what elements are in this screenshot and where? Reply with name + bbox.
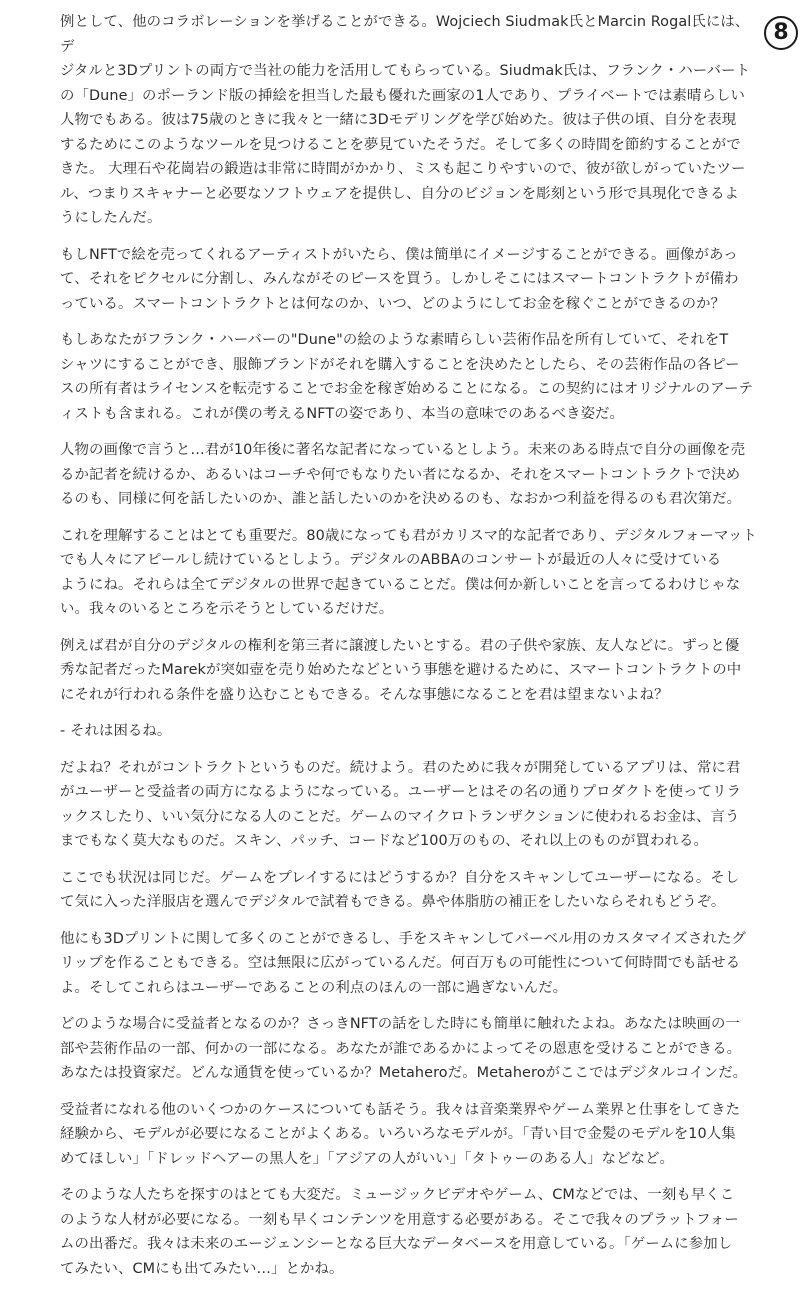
paragraph: 受益者になれる他のいくつかのケースについても話そう。我々は音楽業界やゲーム業界と仕事をしてきた 経験から、モデルが必要になることがよくある。いろいろなモデルが。「青い目で金髪のモデルを10人集 めてほしい」「ドレッドヘアーの黒人を」「アジアの人がいい」「タトゥーのある人」などなど。 (60, 1101, 741, 1167)
dialogue-line: - それは困るね。 (60, 723, 172, 739)
paragraph: もしNFTで絵を売ってくれるアーティストがいたら、僕は簡単にイメージすることができる。画像があっ て、それをピクセルに分割し、みんながそのピースを買う。しかしそこにはスマートコントラクトが備わ っている。スマートコントラクトとは何なのか、いつ、どのようにしてお金を稼ぐことができるのか？ (60, 246, 739, 312)
paragraph: 人物の画像で言うと…君が10年後に著名な記者になっているとしよう。未来のある時点で自分の画像を売 るか記者を続けるか、あるいはコーチや何でもなりたい者になるか、それをスマートコントラクトで決め るのも、同様に何を話したいのか、誰と話したいのかを決めるのも、なおかつ利益を得るのも君次第だ。 (60, 442, 746, 507)
paragraph: 例として、他のコラボレーションを挙げることができる。Wojciech Siudmak氏とMarcin Rogal氏には、デ ジタルと3Dプリントの両方で当社の能力を活用してもらっている。Siudmak氏は、フランク・ハーバート の「Dune」のポーランド版の挿絵を担当した最も優れた画家の1人であり、プライベートでは素晴らしい 人物でもある。彼は75歳のときに我々と一緒に3Dモデリングを学び始めた。彼は子供の頃、自分を表現 するためにこのようなツールを見つけることを夢見ていたそうだ。そして多くの時間を節約することがで きた。 大理石や花崗岩の鍛造は非常に時間がかかり、ミスも起こりやすいので、彼が欲しがっていたツー ル、つまりスキャナーと必要なソフトウェアを提供し、自分のビジョンを彫刻という形で具現化できるよ うにしたんだ。 (60, 14, 751, 226)
paragraph: そのような人たちを探すのはとても大変だ。ミュージックビデオやゲーム、CMなどでは、一刻も早くこ のような人材が必要になる。一刻も早くコンテンツを用意する必要がある。そこで我々のプラットフォー ムの出番だ。我々は未来のエージェンシーとなる巨大なデータベースを用意している。「ゲームに参加し てみたい、CMにも出てみたい…」とかね。 (60, 1187, 739, 1277)
paragraph: ここでも状況は同じだ。ゲームをプレイするにはどうするか？自分をスキャンしてユーザーになる。そし て気に入った洋服店を選んでデジタルで試着もできる。鼻や体脂肪の補正をしたいならそれもどうぞ。 (60, 869, 740, 910)
paragraph: もしあなたがフランク・ハーバーの"Dune"の絵のような素晴らしい芸術作品を所有していて、それをT シャツにすることができ、服飾ブランドがそれを購入することを決めたとしたら、その芸術作品の各ピー スの所有者はライセンスを転売することでお金を稼ぎ始めることになる。この契約にはオリジナルのアーテ ィストも含まれる。これが僕の考えるNFTの姿であり、本当の意味でのあるべき姿だ。 (60, 332, 754, 422)
paragraph: 他にも3Dプリントに関して多くのことができるし、手をスキャンしてバーベル用のカスタマイズされたグ リップを作ることもできる。空は無限に広がっているんだ。何百万もの可能性について何時間でも話せる よ。そしてこれらはユーザーであることの利点のほんの一部に過ぎないんだ。 (60, 930, 747, 996)
paragraph: 例えば君が自分のデジタルの権利を第三者に譲渡したいとする。君の子供や家族、友人などに。ずっと優 秀な記者だったMarekが突如壺を売り始めたなどという事態を避けるために、スマートコントラクトの中 にそれが行われる条件を盛り込むこともできる。そんな事態になることを君は望まないよね？ (60, 637, 742, 703)
paragraph: これを理解することはとても重要だ。80歳になっても君がカリスマ的な記者であり、デジタルフォーマット でも人々にアピールし続けているとしよう。デジタルのABBAのコンサートが最近の人々に受けている ようにね。それらは全てデジタルの世界で起きていることだ。僕は何か新しいことを言ってるわけじゃな い。我々のいるところを示そうとしているだけだ。 (60, 527, 757, 617)
paragraph: だよね？それがコントラクトというものだ。続けよう。君のために我々が開発しているアプリは、常に君 がユーザーと受益者の両方になるようになっている。ユーザーとはその名の通りプロダクトを使ってリラ ックスしたり、いい気分になる人のことだ。ゲームのマイクロトランザクションに使われるお金は、言う までもなく莫大なものだ。スキン、パッチ、コードなど100万のもの、それ以上のものが買われる。 (60, 759, 742, 849)
paragraph: どのような場合に受益者となるのか？さっきNFTの話をした時にも簡単に触れたよね。あなたは映画の一 部や芸術作品の一部、何かの一部になる。あなたが誰であるかによってその恩恵を受けることができる。 あなたは投資家だ。どんな通貨を使っているか？Metaheroだ。Metaheroがここではデジタルコインだ。 (60, 1016, 748, 1081)
article-body (60, 10, 760, 1293)
page-number-badge: 8 (764, 16, 798, 50)
